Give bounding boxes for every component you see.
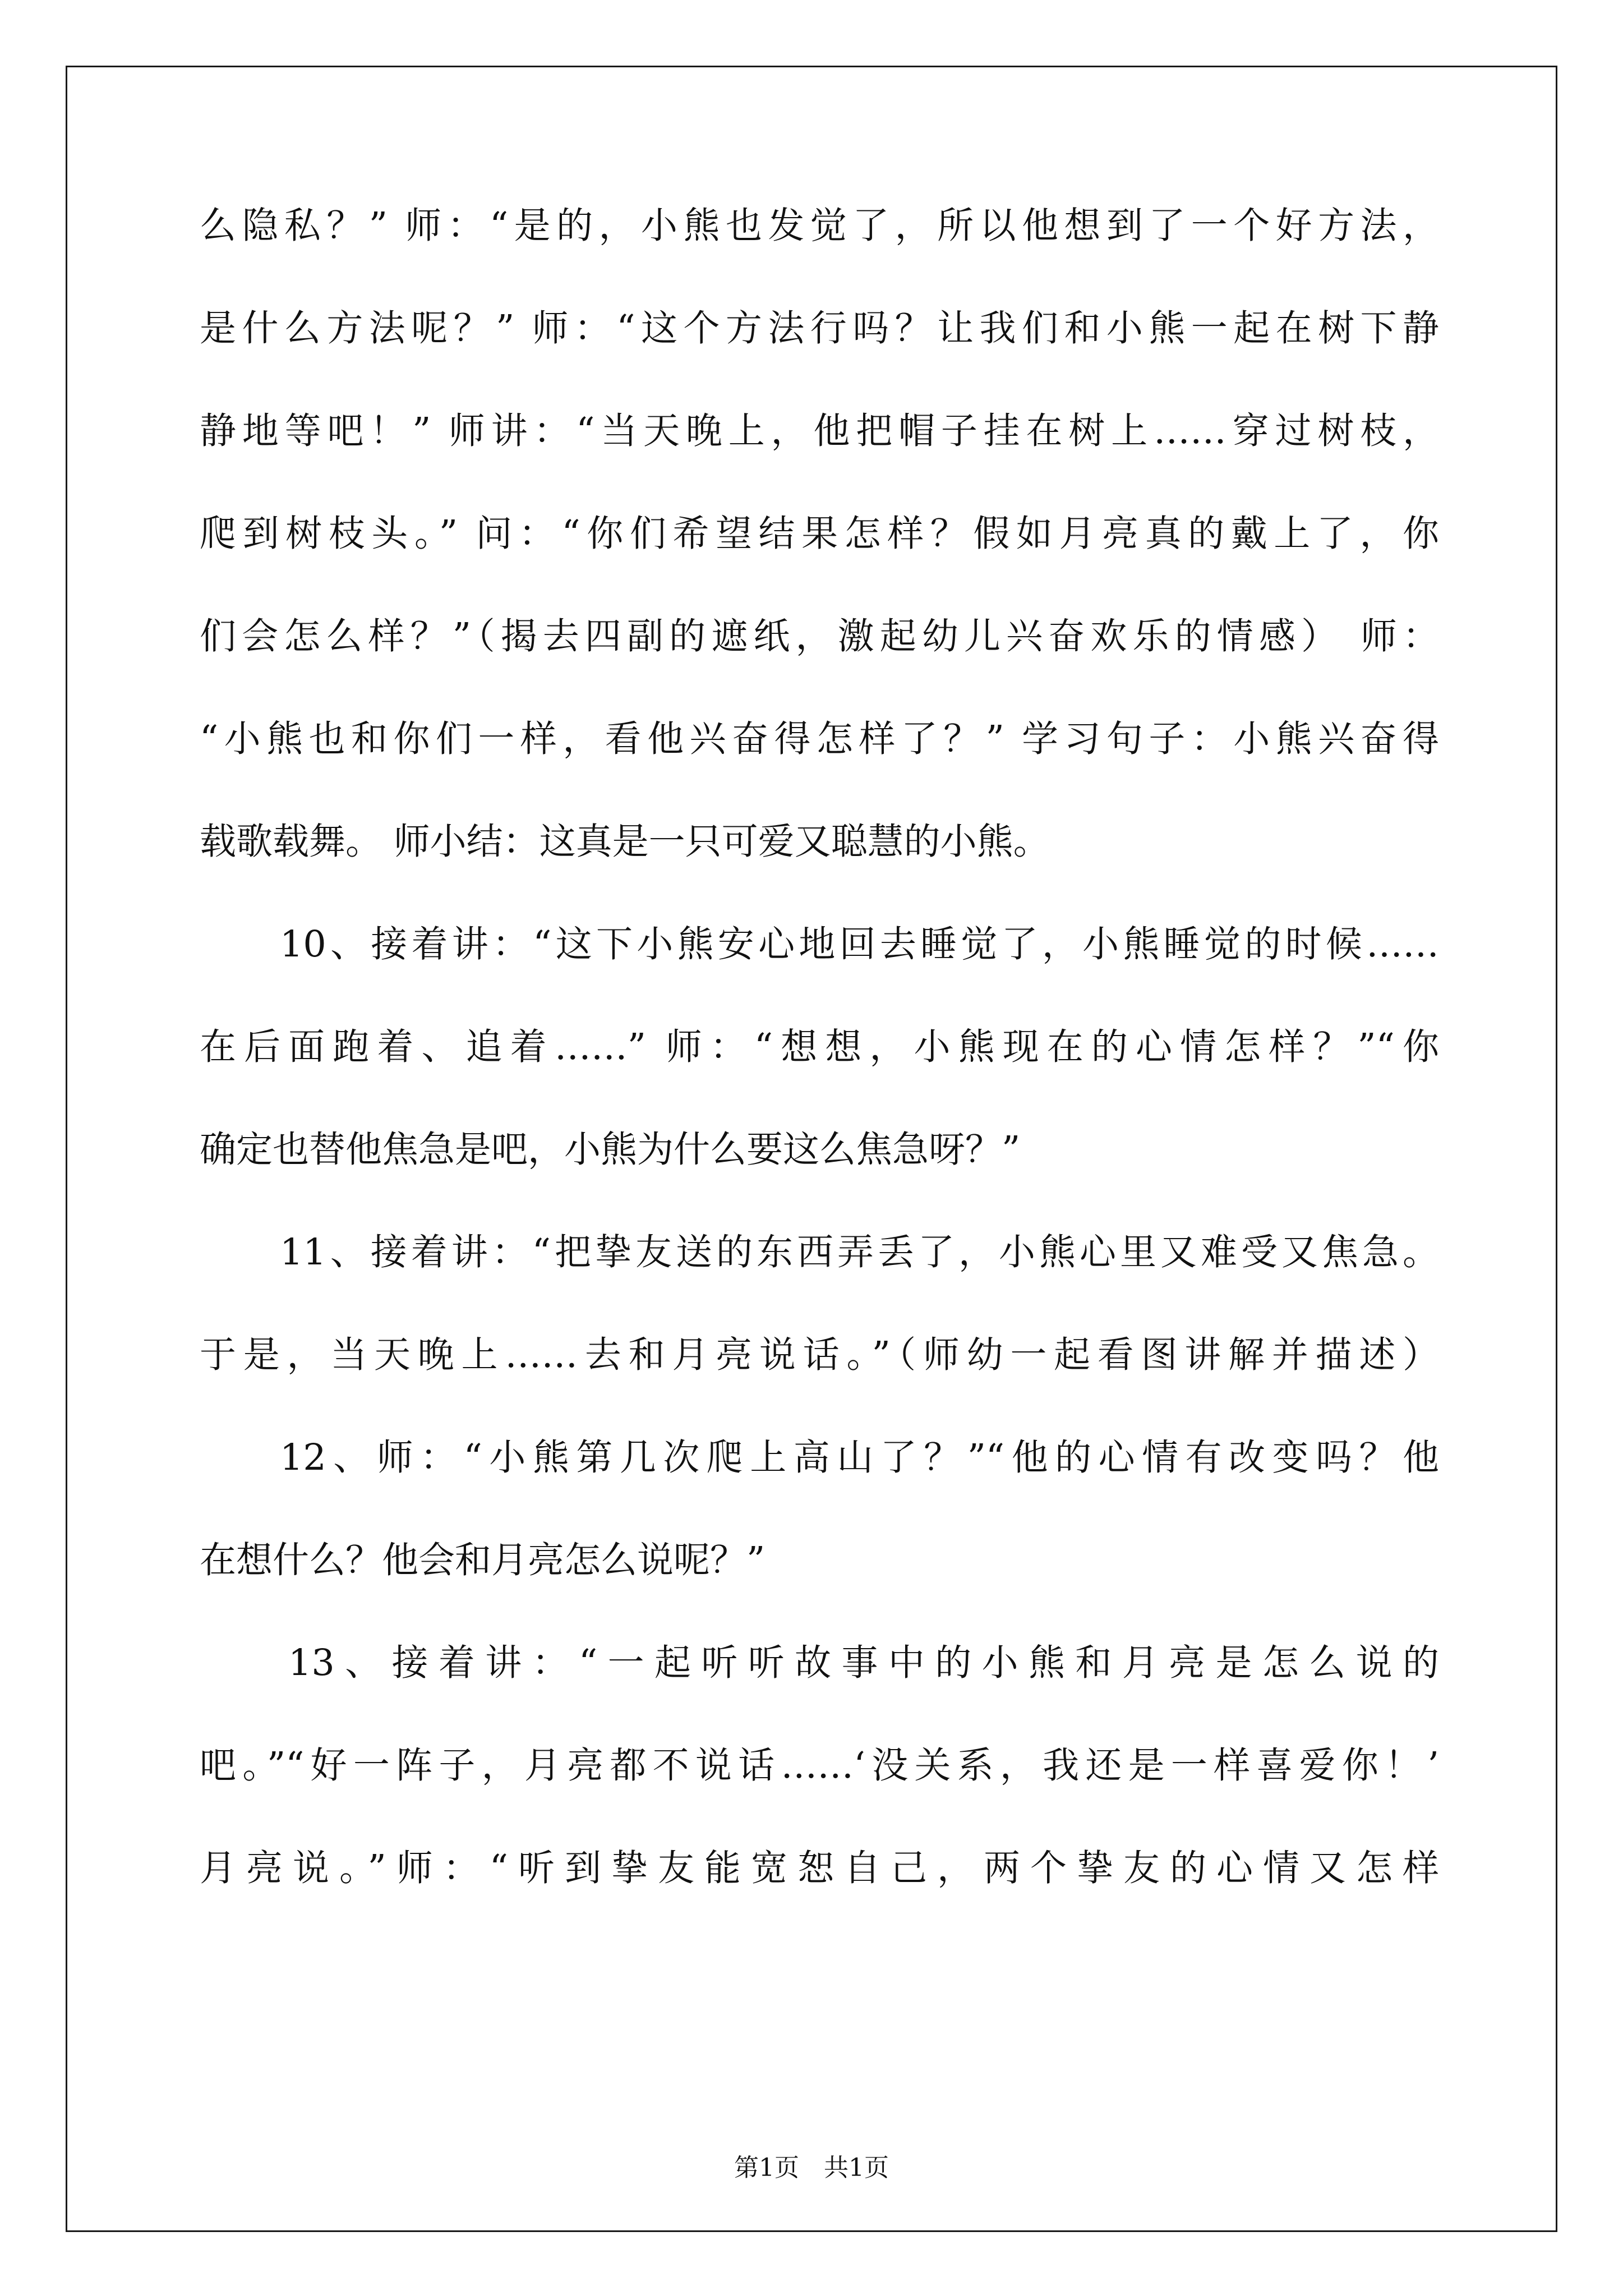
text-line: 在后面跑着、追着……” 师：“想想，小熊现在的心情怎样？”“你 (200, 1026, 1439, 1068)
text-line: 是什么方法呢？” 师：“这个方法行吗？让我们和小熊一起在树下静 (200, 307, 1439, 349)
text-line: 于是，当天晚上……去和月亮说话。”（师幼一起看图讲解并描述） (200, 1334, 1439, 1376)
text-line: 吧。”“好一阵子，月亮都不说话……‘没关系，我还是一样喜爱你！’ (200, 1745, 1439, 1787)
text-line: 静地等吧！” 师讲：“当天晚上，他把帽子挂在树上……穿过树枝， (200, 410, 1439, 452)
page-footer: 第1页 共1页 (734, 2154, 889, 2182)
text-line: 么隐私？” 师：“是的，小熊也发觉了，所以他想到了一个好方法， (200, 205, 1439, 247)
text-line: 确定也替他焦急是吧，小熊为什么要这么焦急呀？” (200, 1129, 1021, 1171)
text-line: 10、接着讲：“这下小熊安心地回去睡觉了，小熊睡觉的时候…… (280, 923, 1439, 965)
text-line: 在想什么？他会和月亮怎么说呢？” (200, 1539, 766, 1581)
text-line: 们会怎么样？”（揭去四副的遮纸，激起幼儿兴奋欢乐的情感） 师： (200, 615, 1439, 657)
text-line: 载歌载舞。 师小结：这真是一只可爱又聪慧的小熊。 (200, 821, 1050, 863)
text-line: 爬到树枝头。” 问：“你们希望结果怎样？假如月亮真的戴上了，你 (200, 513, 1439, 555)
text-line: “小熊也和你们一样，看他兴奋得怎样了？” 学习句子：小熊兴奋得 (200, 718, 1439, 760)
text-line: 11、接着讲：“把挚友送的东西弄丢了，小熊心里又难受又焦急。 (280, 1231, 1439, 1273)
text-line: 13、接着讲：“一起听听故事中的小熊和月亮是怎么说的 (288, 1642, 1439, 1684)
text-line: 月亮说。”师：“听到挚友能宽恕自己，两个挚友的心情又怎样 (200, 1847, 1439, 1889)
text-line: 12、师：“小熊第几次爬上高山了？”“他的心情有改变吗？他 (280, 1437, 1439, 1479)
